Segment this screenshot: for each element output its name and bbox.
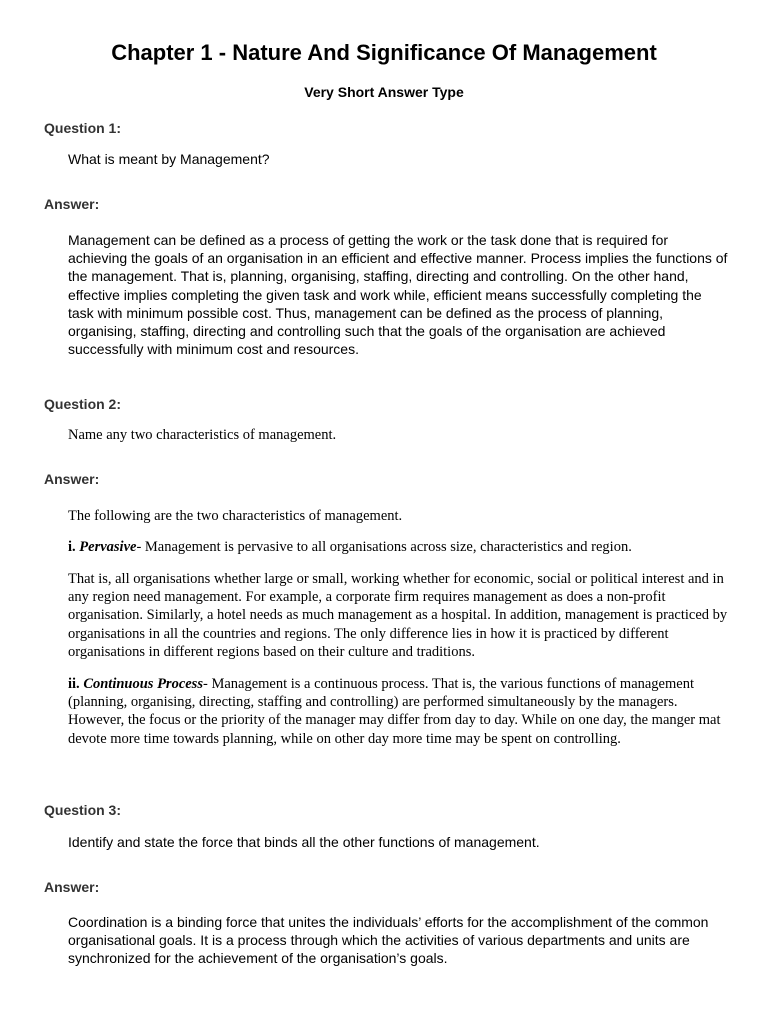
point-2-text: - Management is a continuous process. That is, the various functions of management (planning, organising, directing, staffing and controlling) are performed simultaneously by the managers. However, the focus or the priority of the manager may differ from day to day. While on one day, the manger mat devote more time towards planning, while on other day more time may be spent on controlling.	[68, 676, 721, 747]
page-title: Chapter 1 - Nature And Significance Of Management	[111, 40, 657, 65]
question-1-text: What is meant by Management?	[68, 151, 270, 167]
answer-3-label: Answer:	[44, 879, 100, 895]
question-2-text: Name any two characteristics of management.	[68, 427, 337, 443]
point-2-number: ii.	[68, 676, 80, 692]
answer-2-point-2	[68, 675, 728, 748]
point-2-term: Continuous Process	[83, 676, 203, 692]
question-3-label: Question 3:	[44, 802, 122, 818]
point-1-term: Pervasive	[79, 539, 137, 555]
answer-3-text: Coordination is a binding force that unites the individuals’ efforts for the accomplishment of the common organisational goals. It is a process through which the activities of various departments and units are synchronized for the achievement of the organisation’s goals.	[68, 914, 709, 967]
answer-1-text: Management can be defined as a process of getting the work or the task done that is required for achieving the goals of an organisation in an efficient and effective manner. Process implies the functions of the management. That is, planning, organising, staffing, directing and controlling. On the other hand, effective implies completing the given task and work while, efficient means successfully completing the task with minimum possible cost. Thus, management can be defined as the process of planning, organising, staffing, directing and controlling such that the goals of the organisation are achieved successfully with minimum cost and resources.	[68, 232, 728, 358]
answer-2-point-1-detail: That is, all organisations whether large or small, working whether for economic, social or political interest and in any region need management. For example, a corporate firm requires management as does a non-profit organisation. Similarly, a hotel needs as much management as a hospital. In addition, management is practiced by organisations in all the countries and regions. The only difference lies in how it is practiced by different organisations in different regions based on their culture and traditions.	[68, 571, 728, 660]
answer-2-point-1	[68, 538, 728, 556]
answer-2-label: Answer:	[44, 471, 100, 487]
point-1-number: i.	[68, 539, 76, 555]
question-2-label: Question 2:	[44, 396, 122, 412]
point-1-text: - Management is pervasive to all organisations across size, characteristics and region.	[136, 539, 632, 555]
question-3-text: Identify and state the force that binds all the other functions of management.	[68, 834, 540, 850]
question-1-label: Question 1:	[44, 120, 122, 136]
answer-2-intro: The following are the two characteristics of management.	[68, 508, 403, 524]
answer-1-label: Answer:	[44, 196, 100, 212]
section-subtitle: Very Short Answer Type	[304, 84, 464, 100]
